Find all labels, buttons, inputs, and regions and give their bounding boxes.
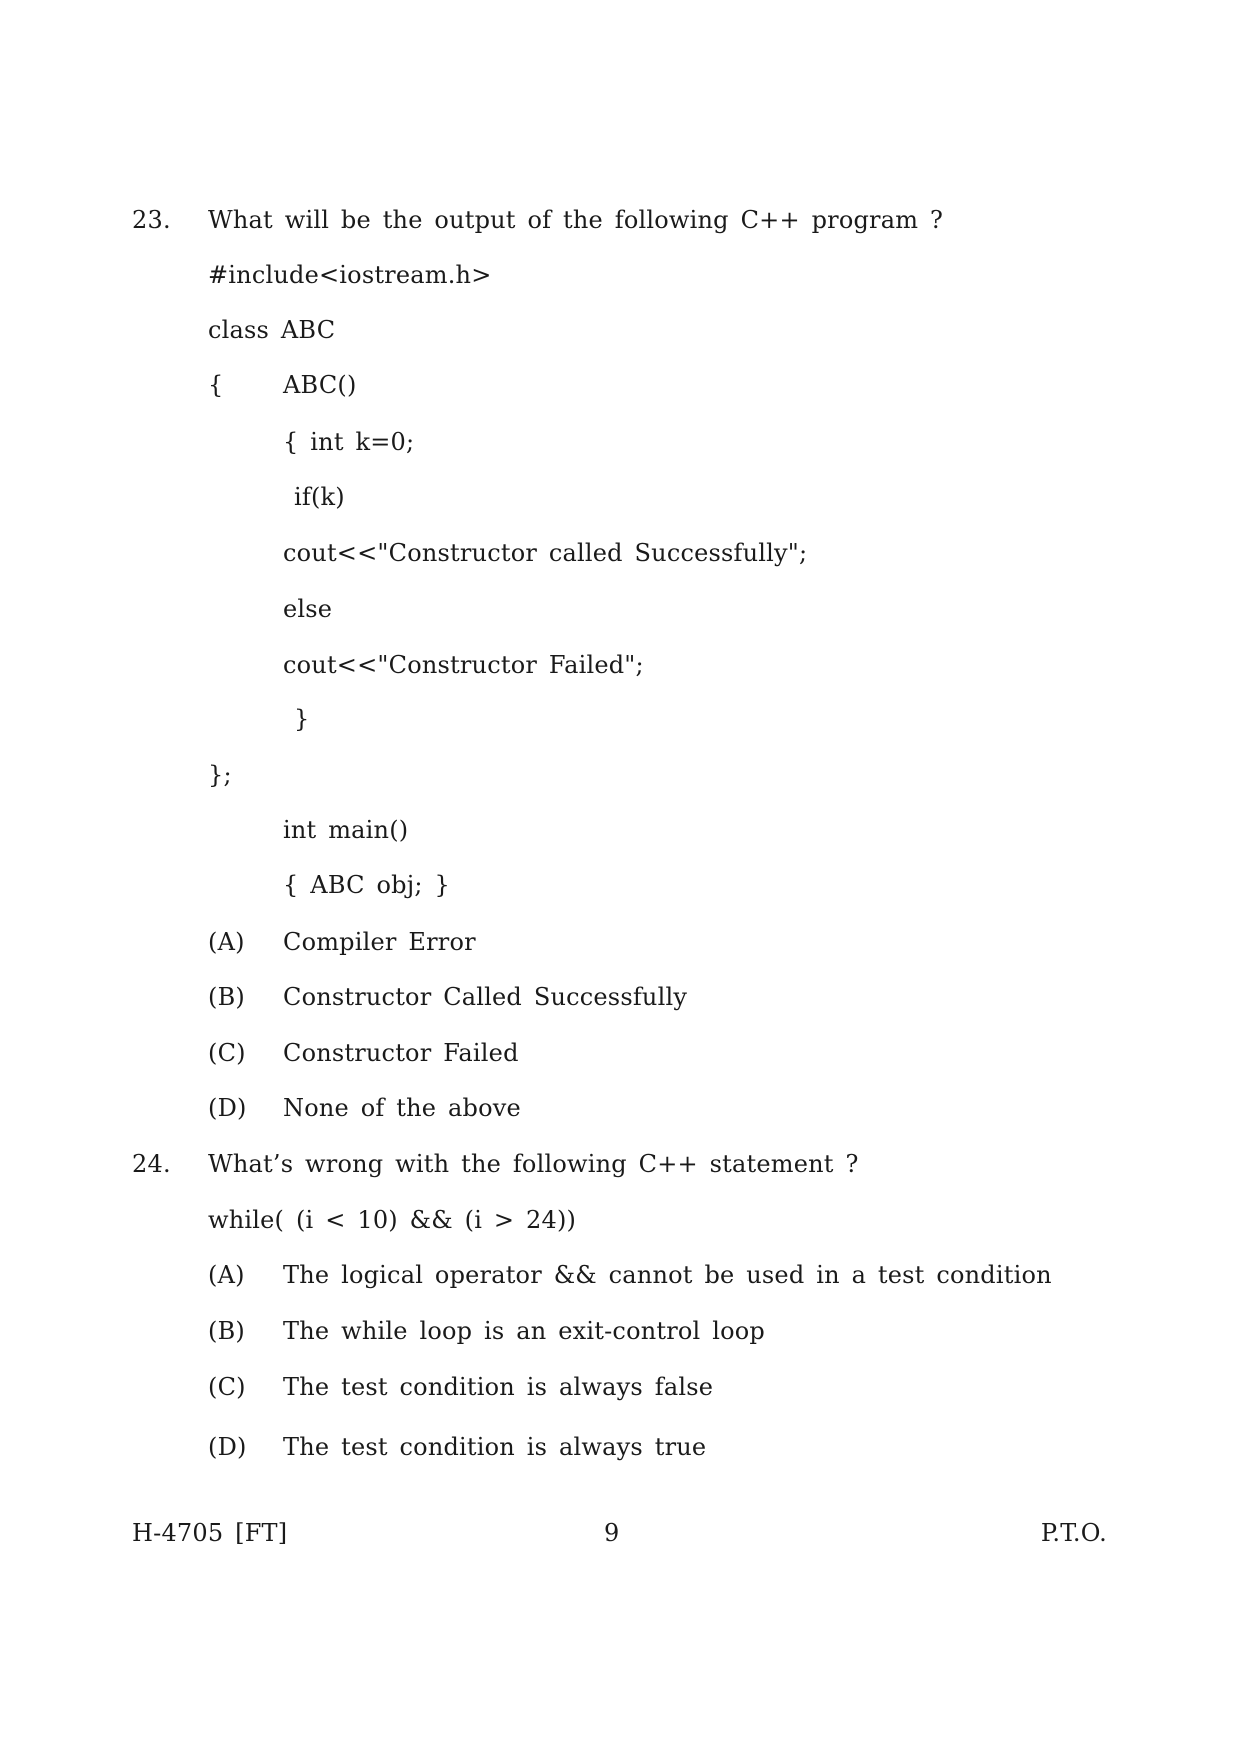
code-line: ABC() (283, 371, 357, 399)
option-text: None of the above (283, 1094, 521, 1122)
code-line: else (283, 595, 333, 623)
question-number: 24. (132, 1150, 171, 1178)
code-line: { ABC obj; } (283, 871, 450, 899)
code-line: { (208, 371, 224, 399)
option-label: (D) (208, 1094, 247, 1122)
option-label: (B) (208, 1317, 245, 1345)
code-line: int main() (283, 816, 409, 844)
code-line: } (294, 705, 310, 733)
question-number: 23. (132, 206, 171, 234)
option-label: (B) (208, 983, 245, 1011)
code-line: class ABC (208, 316, 336, 344)
option-label: (A) (208, 1261, 245, 1289)
option-label: (D) (208, 1433, 247, 1461)
option-text: The test condition is always false (283, 1373, 714, 1401)
page-number: 9 (604, 1519, 620, 1547)
code-line: { int k=0; (283, 428, 415, 456)
code-line: if(k) (294, 483, 345, 511)
code-line: }; (208, 761, 232, 789)
option-label: (A) (208, 928, 245, 956)
code-line: #include<iostream.h> (208, 261, 492, 289)
question-text: What’s wrong with the following C++ statement ? (208, 1150, 859, 1178)
option-text: The while loop is an exit-control loop (283, 1317, 765, 1345)
code-line: cout<<"Constructor called Successfully"; (283, 539, 808, 567)
option-label: (C) (208, 1373, 246, 1401)
paper-code: H-4705 [FT] (132, 1519, 288, 1547)
option-text: Constructor Called Successfully (283, 983, 688, 1011)
pto-label: P.T.O. (1040, 1519, 1107, 1547)
option-text: Constructor Failed (283, 1039, 519, 1067)
option-text: The test condition is always true (283, 1433, 707, 1461)
code-line: while( (i < 10) && (i > 24)) (208, 1206, 577, 1234)
option-label: (C) (208, 1039, 246, 1067)
code-line: cout<<"Constructor Failed"; (283, 651, 644, 679)
option-text: The logical operator && cannot be used in a test condition (283, 1261, 1052, 1289)
question-text: What will be the output of the following C++ program ? (208, 206, 944, 234)
option-text: Compiler Error (283, 928, 476, 956)
